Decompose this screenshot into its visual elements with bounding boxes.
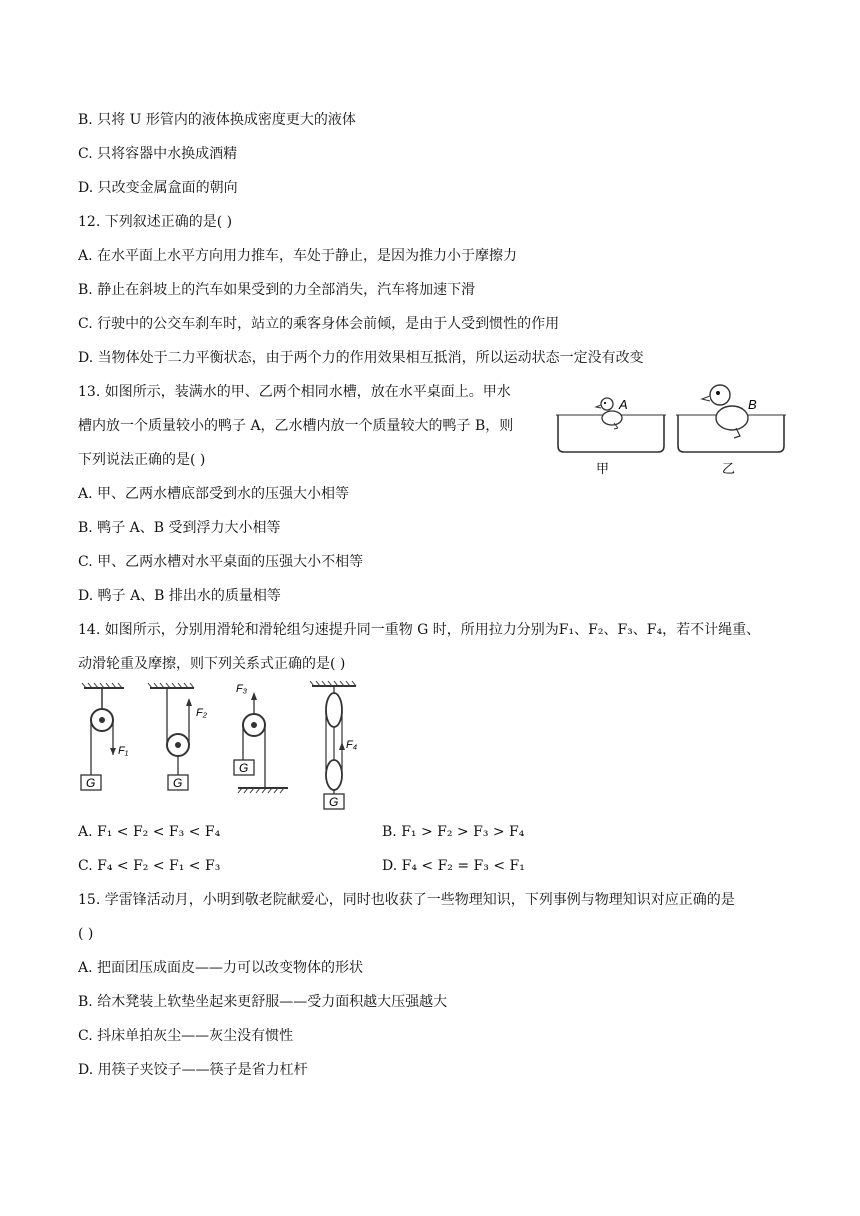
- q14-option-d: D. F₄ < F₂ = F₃ < F₁: [382, 858, 525, 874]
- q14-pulley-figure: [78, 680, 368, 810]
- q13-stem-line1: 13. 如图所示，装满水的甲、乙两个相同水槽，放在水平桌面上。甲水: [78, 384, 511, 400]
- movable-pulley-3: [238, 692, 288, 793]
- q12-stem: 12. 下列叙述正确的是( ): [78, 214, 233, 230]
- q11-option-b: B. 只将 U 形管内的液体换成密度更大的液体: [78, 112, 356, 128]
- q13-option-d: D. 鸭子 A、B 排出水的质量相等: [78, 588, 281, 604]
- force-f3-label: F₃: [236, 683, 248, 695]
- q14-option-c: C. F₄ < F₂ < F₁ < F₃: [78, 858, 221, 874]
- tank-jia-label: 甲: [596, 461, 610, 476]
- q12-option-c: C. 行驶中的公交车刹车时，站立的乘客身体会前倾，是由于人受到惯性的作用: [78, 316, 560, 332]
- q13-option-b: B. 鸭子 A、B 受到浮力大小相等: [78, 520, 281, 536]
- q15-option-d: D. 用筷子夹饺子——筷子是省力杠杆: [78, 1062, 308, 1078]
- q15-stem-line2: ( ): [78, 926, 94, 942]
- q12-option-a: A. 在水平面上水平方向用力推车，车处于静止，是因为推力小于摩擦力: [78, 248, 518, 264]
- pulley-block-4: [310, 681, 356, 794]
- q14-stem-line1: 14. 如图所示，分别用滑轮和滑轮组匀速提升同一重物 G 时，所用拉力分别为F₁、F₂、F₃、F₄，若不计绳重、: [78, 622, 761, 638]
- q12-option-d: D. 当物体处于二力平衡状态，由于两个力的作用效果相互抵消，所以运动状态一定没有改变: [78, 350, 644, 366]
- q11-option-d: D. 只改变金属盒面的朝向: [78, 180, 238, 196]
- fixed-pulley-1: [82, 683, 124, 775]
- q14-option-b: B. F₁ > F₂ > F₃ > F₄: [382, 824, 525, 840]
- q15-stem-line1: 15. 学雷锋活动月，小明到敬老院献爱心，同时也收获了一些物理知识，下列事例与物理知识对应正确的是: [78, 892, 735, 908]
- weight-g-4: G: [329, 795, 339, 809]
- q13-option-a: A. 甲、乙两水槽底部受到水的压强大小相等: [78, 486, 350, 502]
- q15-option-a: A. 把面团压成面皮——力可以改变物体的形状: [78, 960, 364, 976]
- tank-yi-label: 乙: [722, 461, 736, 476]
- q11-option-c: C. 只将容器中水换成酒精: [78, 146, 238, 162]
- duck-a-label: A: [619, 397, 628, 412]
- q15-option-b: B. 给木凳装上软垫坐起来更舒服——受力面积越大压强越大: [78, 994, 448, 1010]
- q14-stem-line2: 动滑轮重及摩擦，则下列关系式正确的是( ): [78, 656, 346, 672]
- weight-g-3: G: [239, 761, 249, 775]
- weight-g-1: G: [86, 776, 96, 790]
- q12-option-b: B. 静止在斜坡上的汽车如果受到的力全部消失，汽车将加速下滑: [78, 282, 476, 298]
- duck-b-label: B: [748, 397, 757, 412]
- movable-pulley-2: [148, 683, 194, 775]
- weight-g-2: G: [173, 776, 183, 790]
- q14-option-a: A. F₁ < F₂ < F₃ < F₄: [78, 824, 221, 840]
- force-f4-label: F₄: [346, 739, 358, 751]
- q13-duck-figure: [552, 380, 792, 480]
- force-f2-label: F₂: [196, 707, 207, 719]
- q15-option-c: C. 抖床单拍灰尘——灰尘没有惯性: [78, 1028, 294, 1044]
- q13-stem-line3: 下列说法正确的是( ): [78, 452, 206, 468]
- q13-option-c: C. 甲、乙两水槽对水平桌面的压强大小不相等: [78, 554, 364, 570]
- duck-b-icon: [702, 385, 748, 438]
- force-f1-label: F₁: [118, 745, 129, 757]
- q13-stem-line2: 槽内放一个质量较小的鸭子 A，乙水槽内放一个质量较大的鸭子 B，则: [78, 418, 514, 434]
